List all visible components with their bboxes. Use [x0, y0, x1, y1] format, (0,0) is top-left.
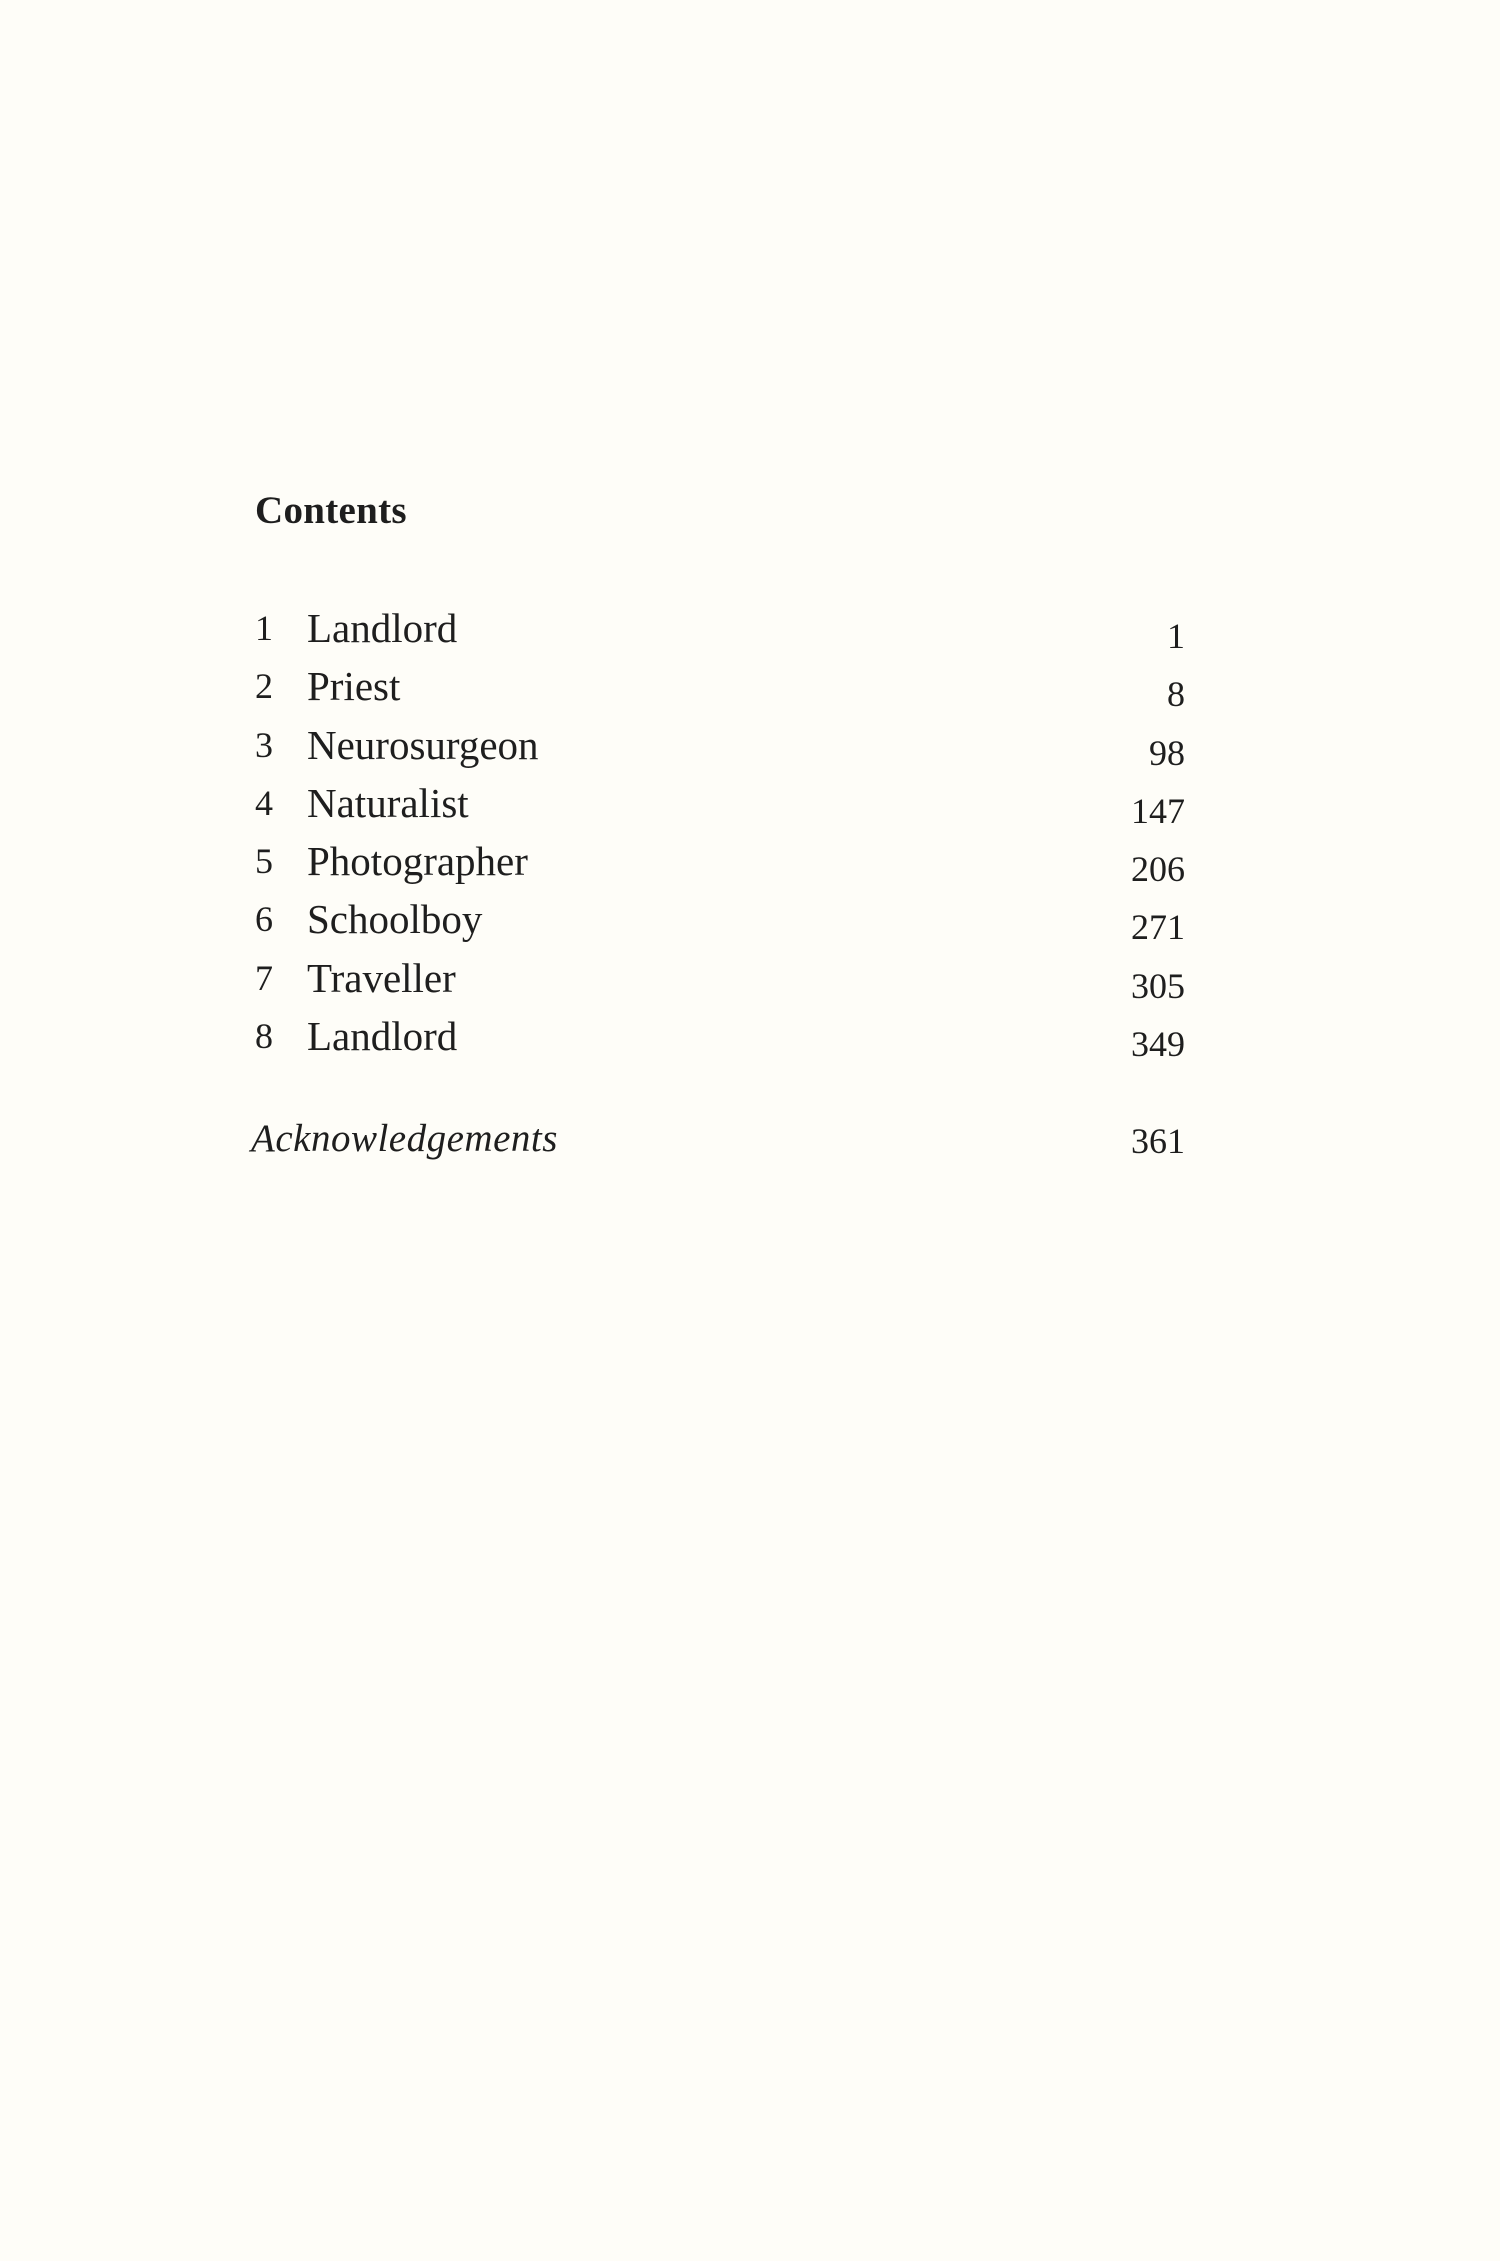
- chapter-title: Neurosurgeon: [307, 721, 539, 768]
- chapter-entry-8: [255, 1007, 1185, 1065]
- page-title: Contents: [255, 489, 407, 532]
- chapter-title: Photographer: [307, 838, 528, 885]
- chapter-entry-7: [255, 949, 1185, 1007]
- chapter-page-number: 206: [1131, 849, 1185, 890]
- chapter-list: [255, 599, 1185, 1065]
- chapter-entry-5: [255, 832, 1185, 890]
- back-matter-title: Acknowledgements: [251, 1117, 558, 1161]
- back-matter-page-number: 361: [1131, 1121, 1185, 1162]
- chapter-number: 5: [255, 841, 273, 882]
- chapter-title: Naturalist: [307, 779, 469, 826]
- chapter-title: Traveller: [307, 954, 456, 1001]
- chapter-entry-4: [255, 774, 1185, 832]
- chapter-number: 4: [255, 782, 273, 823]
- chapter-title: Landlord: [307, 1013, 458, 1060]
- chapter-page-number: 271: [1131, 907, 1185, 948]
- chapter-title: Schoolboy: [307, 896, 483, 943]
- chapter-entry-1: [255, 599, 1185, 657]
- chapter-entry-3: [255, 716, 1185, 774]
- chapter-number: 2: [255, 666, 273, 707]
- chapter-title: Priest: [307, 663, 401, 710]
- chapter-page-number: 305: [1131, 965, 1185, 1006]
- chapter-number: 6: [255, 899, 273, 940]
- back-matter-entry: [251, 1110, 1185, 1168]
- chapter-page-number: 147: [1131, 790, 1185, 831]
- chapter-entry-2: [255, 657, 1185, 715]
- chapter-number: 1: [255, 608, 273, 648]
- table-of-contents: [251, 485, 1185, 1168]
- chapter-page-number: 98: [1149, 732, 1185, 773]
- chapter-title: Landlord: [307, 605, 458, 651]
- chapter-page-number: 8: [1167, 674, 1185, 715]
- chapter-page-number: 349: [1131, 1024, 1185, 1065]
- chapter-entry-6: [255, 890, 1185, 948]
- chapter-number: 3: [255, 724, 273, 765]
- chapter-page-number: 1: [1167, 616, 1185, 656]
- chapter-number: 8: [255, 1016, 273, 1057]
- chapter-number: 7: [255, 957, 273, 998]
